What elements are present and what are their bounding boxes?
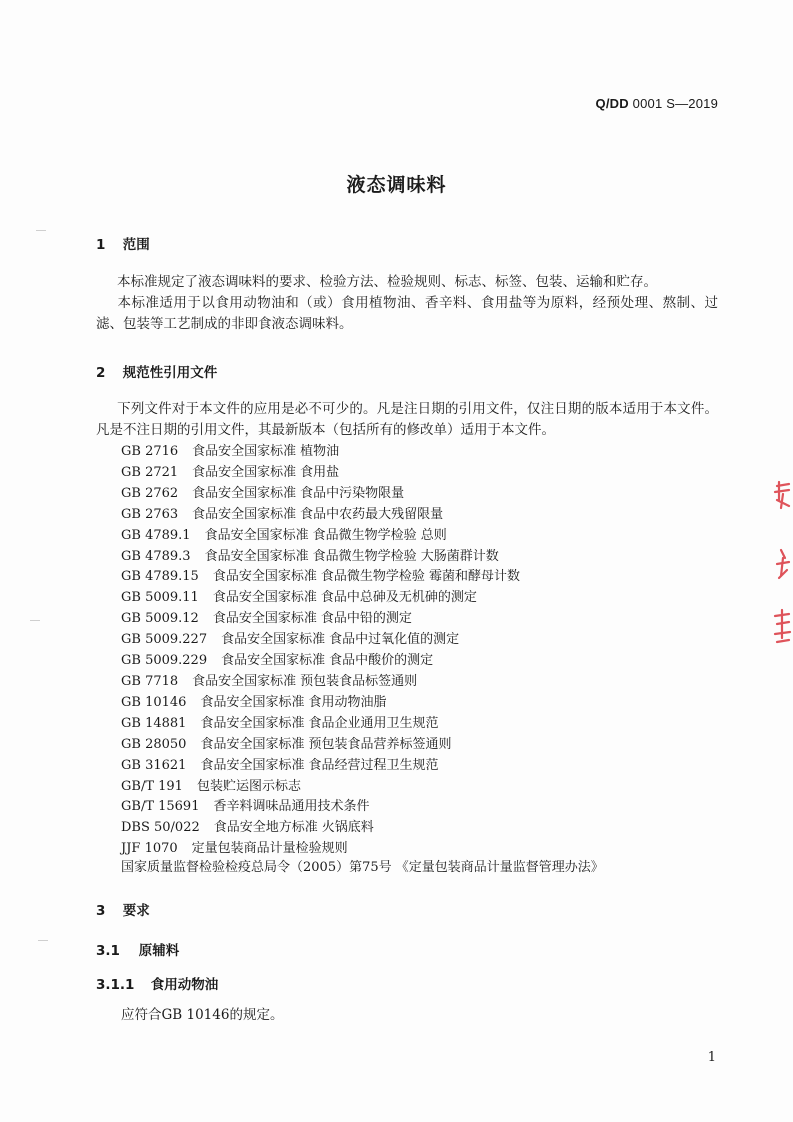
section-title: 范围 xyxy=(122,237,150,253)
reference-subject: 食品经营过程卫生规范 xyxy=(308,757,439,773)
subsection-heading-raw-materials xyxy=(96,939,179,959)
reference-subject: 食品中过氧化值的测定 xyxy=(329,632,460,648)
reference-subject: 食品中总砷及无机砷的测定 xyxy=(320,590,477,606)
page-number: 1 xyxy=(707,1050,716,1065)
reference-title: 食品安全国家标准 xyxy=(200,715,305,731)
reference-code: GB 5009.227 xyxy=(121,632,208,648)
reference-code: GB 7718 xyxy=(121,673,179,689)
document-code: 0001 S—2019 xyxy=(632,96,718,111)
reference-title: 食品安全国家标准 xyxy=(204,527,309,543)
reference-code: GB/T 191 xyxy=(121,778,183,794)
stamp-trace-image xyxy=(767,478,793,654)
section-number: 1 xyxy=(96,237,106,253)
subsection-number: 3.1.1 xyxy=(96,977,135,993)
section-heading-references xyxy=(96,361,217,381)
reference-subject: 预包装食品营养标签通则 xyxy=(308,736,452,752)
animal-oil-requirement: 应符合GB 10146的规定。 xyxy=(121,1007,284,1023)
reference-title: 食品安全地方标准 xyxy=(213,820,318,836)
section-heading-requirements xyxy=(96,899,150,919)
scope-paragraph xyxy=(96,272,718,293)
reference-item xyxy=(121,526,520,547)
reference-code: GB 4789.3 xyxy=(121,548,191,564)
reference-title: 食品安全国家标准 xyxy=(200,694,305,710)
reference-item xyxy=(121,547,520,568)
reference-subject: 食品微生物学检验 大肠菌群计数 xyxy=(312,548,499,564)
scope-paragraph xyxy=(96,293,718,335)
reference-code: GB 28050 xyxy=(121,736,187,752)
reference-code: GB 5009.229 xyxy=(121,653,208,669)
scan-mark xyxy=(38,940,48,941)
reference-code: GB/T 15691 xyxy=(121,799,200,815)
subsection-title: 食用动物油 xyxy=(150,977,219,993)
reference-item xyxy=(121,797,520,818)
scan-mark xyxy=(36,230,46,231)
reference-subject: 食品微生物学检验 霉菌和酵母计数 xyxy=(320,569,520,585)
reference-subject: 食品微生物学检验 总则 xyxy=(312,527,447,543)
reference-title: 食品安全国家标准 xyxy=(204,548,309,564)
references-intro xyxy=(96,399,718,441)
reference-item xyxy=(121,484,520,505)
scope-paragraph-text: 本标准规定了液态调味料的要求、检验方法、检验规则、标志、标签、包装、运输和贮存。 xyxy=(117,274,657,290)
reference-code: GB 31621 xyxy=(121,757,187,773)
references-intro-text: 下列文件对于本文件的应用是必不可少的。凡是注日期的引用文件，仅注日期的版本适用于本文件。凡是不注日期的引用文件，其最新版本（包括所有的修改单）适用于本文件。 xyxy=(96,401,718,438)
reference-subject: 食品中农药最大残留限量 xyxy=(300,506,444,522)
reference-code: GB 4789.15 xyxy=(121,569,199,585)
reference-title: 食品安全国家标准 xyxy=(192,506,297,522)
reference-subject: 食用动物油脂 xyxy=(308,694,387,710)
section-title: 要求 xyxy=(122,903,150,919)
reference-item xyxy=(121,777,520,798)
reference-code: GB 5009.11 xyxy=(121,590,199,606)
reference-item xyxy=(121,735,520,756)
section-heading-scope xyxy=(96,233,150,253)
reference-code: GB 5009.12 xyxy=(121,611,199,627)
reference-code: JJF 1070 xyxy=(121,841,178,857)
document-title: 液态调味料 xyxy=(346,174,447,196)
reference-item xyxy=(121,714,520,735)
reference-title: 食品安全国家标准 xyxy=(212,569,317,585)
reference-item xyxy=(121,651,520,672)
reference-title: 食品安全国家标准 xyxy=(192,464,297,480)
section-number: 2 xyxy=(96,365,106,381)
reference-item xyxy=(121,630,520,651)
reference-title: 包装贮运图示标志 xyxy=(196,778,301,794)
reference-title: 食品安全国家标准 xyxy=(200,757,305,773)
subsection-number: 3.1 xyxy=(96,943,120,959)
reference-title: 食品安全国家标准 xyxy=(200,736,305,752)
reference-subject: 火锅底料 xyxy=(321,820,374,836)
section-number: 3 xyxy=(96,903,106,919)
reference-subject: 食用盐 xyxy=(300,464,340,480)
reference-subject: 食品中铅的测定 xyxy=(320,611,412,627)
reference-subject: 植物油 xyxy=(300,444,340,459)
reference-item xyxy=(121,672,520,693)
scope-paragraph-text: 本标准适用于以食用动物油和（或）食用植物油、香辛料、食用盐等为原料，经预处理、熬制、过滤、包装等工艺制成的非即食液态调味料。 xyxy=(96,295,718,332)
reference-subject: 预包装食品标签通则 xyxy=(300,673,418,689)
reference-title: 食品安全国家标准 xyxy=(192,673,297,689)
reference-item xyxy=(121,505,520,526)
reference-code: GB 4789.1 xyxy=(121,527,191,543)
reference-title: 食品安全国家标准 xyxy=(221,632,326,648)
subsection-heading-animal-oil xyxy=(96,973,218,993)
regulation-reference: 国家质量监督检验检疫总局令（2005）第75号 《定量包装商品计量监督管理办法》 xyxy=(121,860,604,875)
reference-title: 香辛料调味品通用技术条件 xyxy=(213,799,370,815)
reference-item xyxy=(121,818,520,839)
reference-subject: 食品中污染物限量 xyxy=(300,485,405,501)
reference-list xyxy=(121,442,520,860)
reference-item xyxy=(121,693,520,714)
reference-subject: 食品中酸价的测定 xyxy=(329,653,434,669)
document-prefix: Q/DD xyxy=(595,96,629,111)
reference-code: GB 2762 xyxy=(121,485,179,501)
reference-title: 食品安全国家标准 xyxy=(212,590,317,606)
reference-subject: 食品企业通用卫生规范 xyxy=(308,715,439,731)
reference-code: GB 2716 xyxy=(121,444,179,459)
reference-title: 定量包装商品计量检验规则 xyxy=(191,841,348,857)
reference-item xyxy=(121,442,520,463)
reference-title: 食品安全国家标准 xyxy=(212,611,317,627)
reference-code: GB 10146 xyxy=(121,694,187,710)
document-number xyxy=(596,96,718,111)
section-title: 规范性引用文件 xyxy=(122,365,218,381)
reference-code: GB 14881 xyxy=(121,715,187,731)
reference-title: 食品安全国家标准 xyxy=(192,485,297,501)
reference-item xyxy=(121,463,520,484)
reference-code: GB 2763 xyxy=(121,506,179,522)
reference-item xyxy=(121,756,520,777)
reference-title: 食品安全国家标准 xyxy=(221,653,326,669)
reference-title: 食品安全国家标准 xyxy=(192,444,297,459)
reference-code: GB 2721 xyxy=(121,464,179,480)
reference-code: DBS 50/022 xyxy=(121,820,200,836)
reference-item xyxy=(121,567,520,588)
reference-item xyxy=(121,588,520,609)
reference-item xyxy=(121,609,520,630)
scan-mark xyxy=(30,620,40,621)
subsection-title: 原辅料 xyxy=(138,943,180,959)
